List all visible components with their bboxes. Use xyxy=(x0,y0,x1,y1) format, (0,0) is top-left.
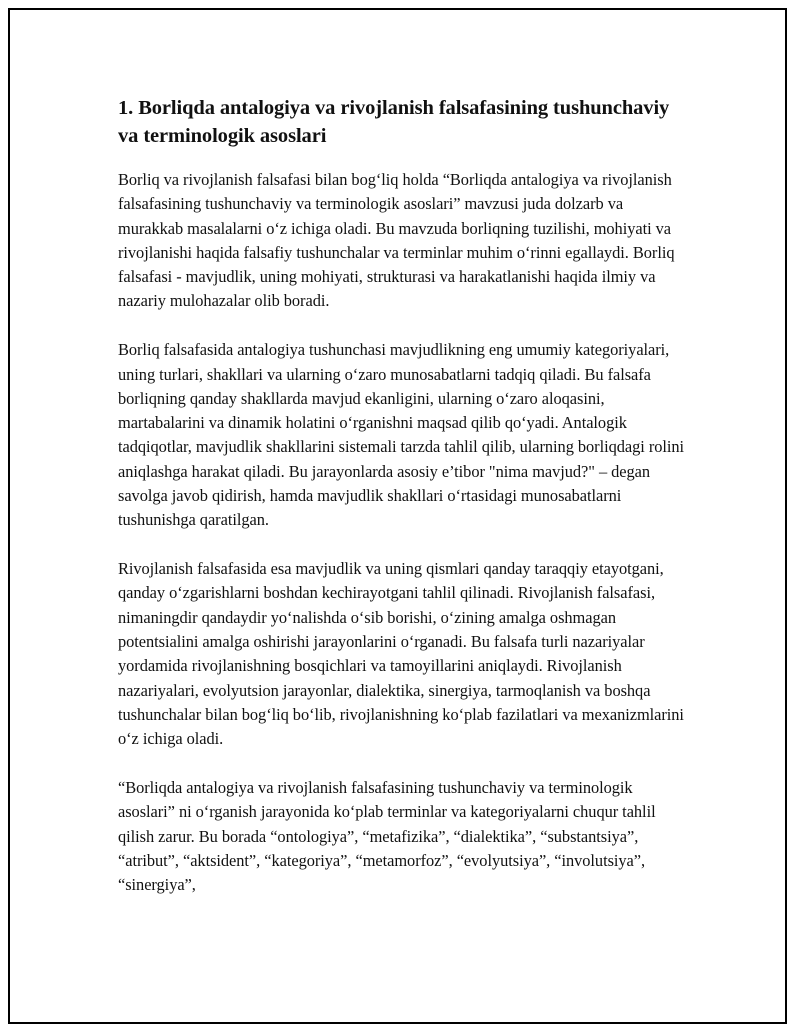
paragraph-3: Rivojlanish falsafasida esa mavjudlik va uning qismlari qanday taraqqiy etayotgani, qanday o‘zgarishlarni boshdan kechirayotgani tahlil qilinadi. Rivojlanish falsafasi, nimaningdir qandaydir yo‘nalishda o‘sib borishi, o‘zining amalga oshmagan potentsialini amalga oshirishi jarayonlarini o‘rganadi. Bu falsafa turli nazariyalar yordamida rivojlanishning bosqichlari va tamoyillarini aniqlaydi. Rivojlanish nazariyalari, evolyutsion jarayonlar, dialektika, sinergiya, tarmoqlanish va boshqa tushunchalar bilan bog‘liq bo‘lib, rivojlanishning ko‘plab fazilatlari va mexanizmlarini o‘z ichiga oladi. xyxy=(118,559,684,749)
paragraph-1: Borliq va rivojlanish falsafasi bilan bog‘liq holda “Borliqda antalogiya va rivojlanish falsafasining tushunchaviy va terminologik asoslari” mavzusi juda dolzarb va murakkab masalalarni o‘z ichiga oladi. Bu mavzuda borliqning tuzilishi, mohiyati va rivojlanishi haqida falsafiy tushunchalar va terminlar muhim o‘rinni egallaydi. Borliq falsafasi - mavjudlik, uning mohiyati, strukturasi va harakatlanishi haqida ilmiy va nazariy mulohazalar olib boradi. xyxy=(118,170,675,311)
document-title: 1. Borliqda antalogiya va rivojlanish falsafasining tushunchaviy va terminologik asoslari xyxy=(118,97,670,147)
paragraph-2: Borliq falsafasida antalogiya tushunchasi mavjudlikning eng umumiy kategoriyalari, uning turlari, shakllari va ularning o‘zaro munosabatlarni tadqiq qiladi. Bu falsafa borliqning qanday shakllarda mavjud ekanligini, ularning o‘zaro aloqasini, martabalarini va dinamik holatini o‘rganishni maqsad qilib qo‘yadi. Antalogik tadqiqotlar, mavjudlik shakllarini sistemali tarzda tahlil qilib, ularning borliqdagi rolini aniqlashga harakat qiladi. Bu jarayonlarda asosiy e’tibor "nima mavjud?" – degan savolga javob qidirish, hamda mavjudlik shakllari o‘rtasidagi munosabatlarni tushunishga qaratilgan. xyxy=(118,340,685,530)
paragraph-4: “Borliqda antalogiya va rivojlanish falsafasining tushunchaviy va terminologik asoslari” ni o‘rganish jarayonida ko‘plab terminlar va kategoriyalarni chuqur tahlil qilish zarur. Bu borada “ontologiya”, “metafizika”, “dialektika”, “substantsiya”, “atribut”, “aktsident”, “kategoriya”, “metamorfoz”, “evolyutsiya”, “involutsiya”, “sinergiya”, xyxy=(118,778,656,895)
document-body xyxy=(118,94,690,922)
